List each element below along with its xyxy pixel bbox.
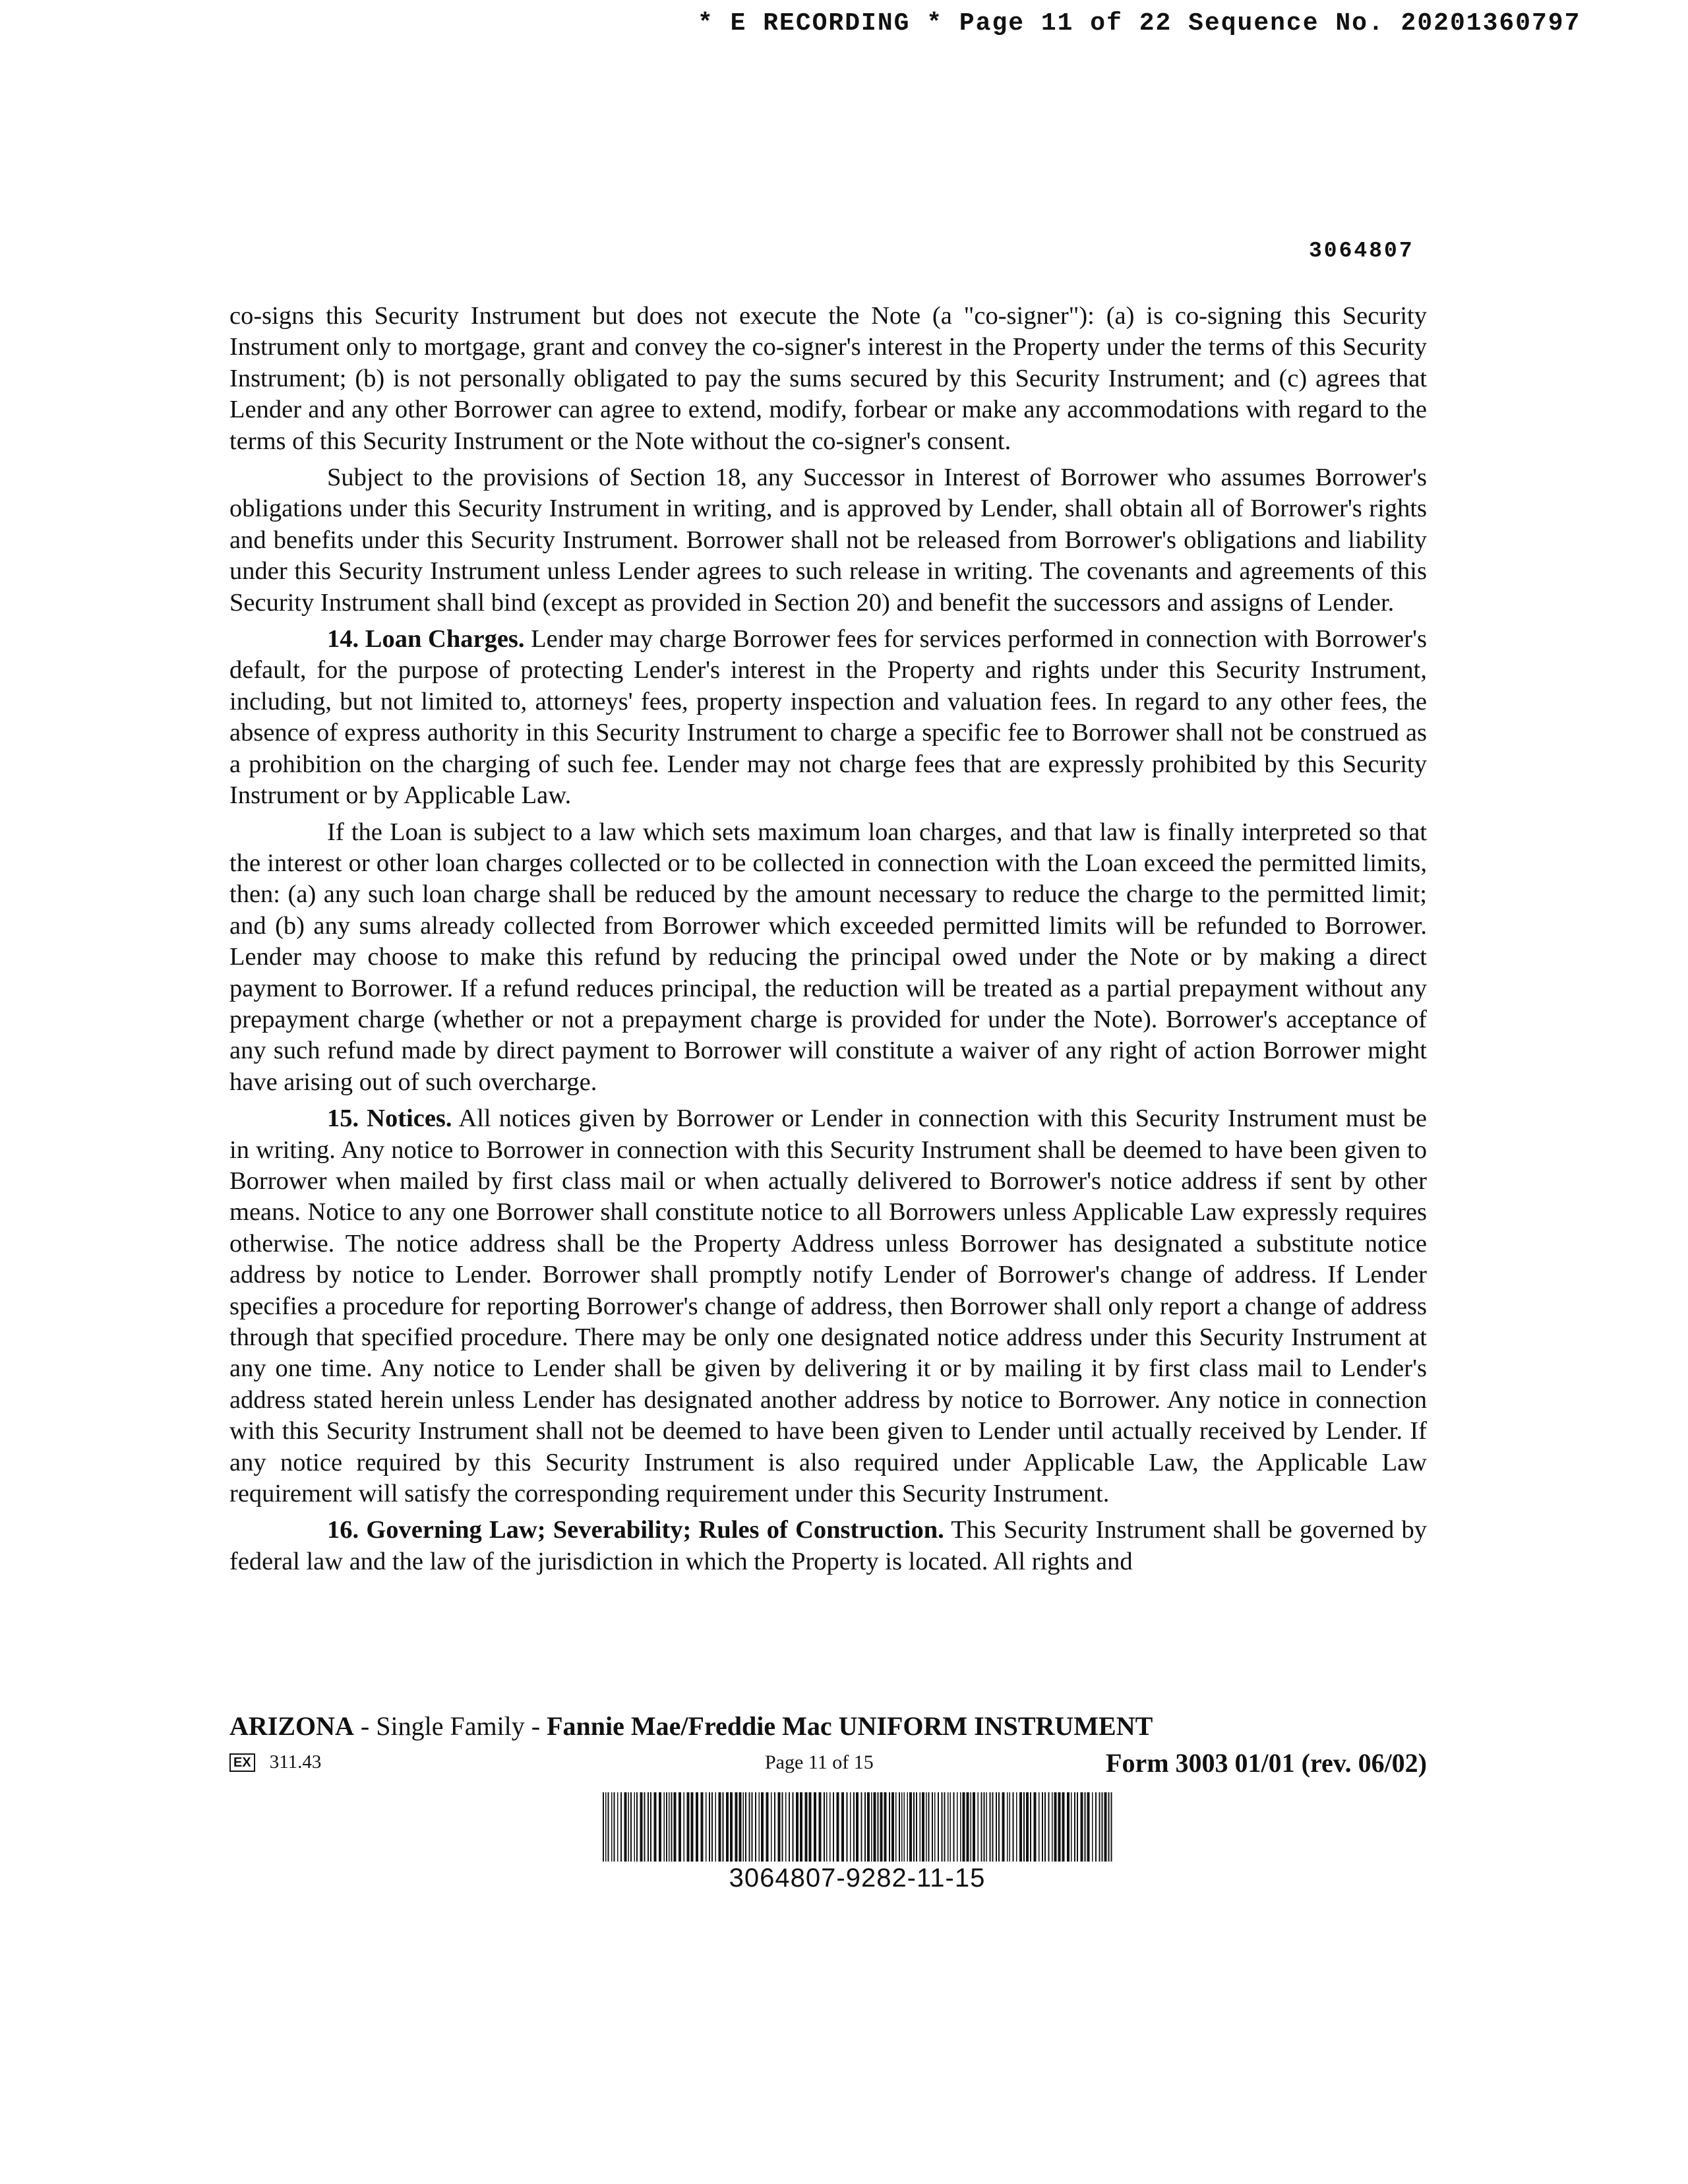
document-number: 3064807 bbox=[1309, 239, 1414, 263]
form-identifier: Form 3003 01/01 (rev. 06/02) bbox=[1106, 1748, 1427, 1778]
form-code-number: 311.43 bbox=[269, 1751, 322, 1773]
form-code bbox=[229, 1751, 321, 1773]
section-14-heading: 14. Loan Charges. bbox=[327, 625, 525, 653]
footer-form-row bbox=[229, 1747, 1427, 1780]
section-15-text: All notices given by Borrower or Lender in connection with this Security Instrument must be in writing. Any notice to Borrower in connection with this Security Instrument shall be deemed to have been given to Borrower when mailed by first class mail or when actually delivered to Borrower's notice address if sent by other means. Notice to any one Borrower shall constitute notice to all Borrowers unless Applicable Law expressly requires otherwise. The notice address shall be the Property Address unless Borrower has designated a substitute notice address by notice to Lender. Borrower shall promptly notify Lender of Borrower's change of address. If Lender specifies a procedure for reporting Borrower's change of address, then Borrower shall only report a change of address through that specified procedure. There may be only one designated notice address under this Security Instrument at any one time. Any notice to Lender shall be given by delivering it or by mailing it by first class mail to Lender's address stated herein unless Lender has designated another address by notice to Borrower. Any notice in connection with this Security Instrument shall not be deemed to have been given to Lender until actually received by Lender. If any notice required by this Security Instrument is also required under Applicable Law, the Applicable Law requirement will satisfy the corresponding requirement under this Security Instrument. bbox=[229, 1105, 1427, 1508]
paragraph-co-signer: co-signs this Security Instrument but does not execute the Note (a "co-signer"): (a) is co-signing this Security Instrument only to mortgage, grant and convey the co-signer's interest in the Property under the terms of this Security Instrument; (b) is not personally obligated to pay the sums secured by this Security Instrument; and (c) agrees that Lender and any other Borrower can agree to extend, modify, forbear or make any accommodations with regard to the terms of this Security Instrument or the Note without the co-signer's consent. bbox=[229, 302, 1427, 455]
section-16-heading: 16. Governing Law; Severability; Rules of Construction. bbox=[327, 1516, 944, 1544]
section-14-loan-charges bbox=[229, 624, 1427, 811]
footer-separator: - Single Family - bbox=[353, 1711, 547, 1741]
barcode-number: 3064807-9282-11-15 bbox=[729, 1864, 986, 1893]
barcode-icon bbox=[600, 1792, 1114, 1862]
paragraph-maximum-loan-charges: If the Loan is subject to a law which sets maximum loan charges, and that law is finally interpreted so that the interest or other loan charges collected or to be collected in connection with the Loan exceed the permitted limits, then: (a) any such loan charge shall be reduced by the amount necessary to reduce the charge to the permitted limit; and (b) any sums already collected from Borrower which exceeded permitted limits will be refunded to Borrower. Lender may choose to make this refund by reducing the principal owed under the Note or by making a direct payment to Borrower. If a refund reduces principal, the reduction will be treated as a partial prepayment without any prepayment charge (whether or not a prepayment charge is provided for under the Note). Borrower's acceptance of any such refund made by direct payment to Borrower will constitute a waiver of any right of action Borrower might have arising out of such overcharge. bbox=[229, 818, 1427, 1096]
paragraph-successor: Subject to the provisions of Section 18, any Successor in Interest of Borrower who assumes Borrower's obligations under this Security Instrument in writing, and is approved by Lender, shall obtain all of Borrower's rights and benefits under this Security Instrument. Borrower shall not be released from Borrower's obligations and liability under this Security Instrument unless Lender agrees to such release in writing. The covenants and agreements of this Security Instrument shall bind (except as provided in Section 20) and benefit the successors and assigns of Lender. bbox=[229, 464, 1427, 617]
section-14-text: Lender may charge Borrower fees for services performed in connection with Borrower's default, for the purpose of protecting Lender's interest in the Property and rights under this Security Instrument, including, but not limited to, attorneys' fees, property inspection and valuation fees. In regard to any other fees, the absence of express authority in this Security Instrument to charge a specific fee to Borrower shall not be construed as a prohibition on the charging of such fee. Lender may not charge fees that are expressly prohibited by this Security Instrument or by Applicable Law. bbox=[229, 625, 1427, 810]
section-15-notices bbox=[229, 1103, 1427, 1509]
footer-instrument-line bbox=[229, 1711, 1153, 1742]
recording-stamp: * E RECORDING * Page 11 of 22 Sequence No. 20201360797 bbox=[698, 9, 1581, 38]
footer-instrument: Fannie Mae/Freddie Mac UNIFORM INSTRUMENT bbox=[547, 1711, 1153, 1741]
section-16-text: This Security Instrument shall be governed by federal law and the law of the jurisdiction in which the Property is located. All rights and bbox=[229, 1516, 1427, 1575]
document-body bbox=[229, 301, 1427, 1583]
page-number: Page 11 of 15 bbox=[765, 1751, 874, 1773]
footer-state: ARIZONA bbox=[229, 1711, 354, 1741]
section-15-heading: 15. Notices. bbox=[327, 1105, 452, 1133]
section-16-governing-law bbox=[229, 1515, 1427, 1577]
ex-logo-icon: EX bbox=[229, 1753, 255, 1772]
